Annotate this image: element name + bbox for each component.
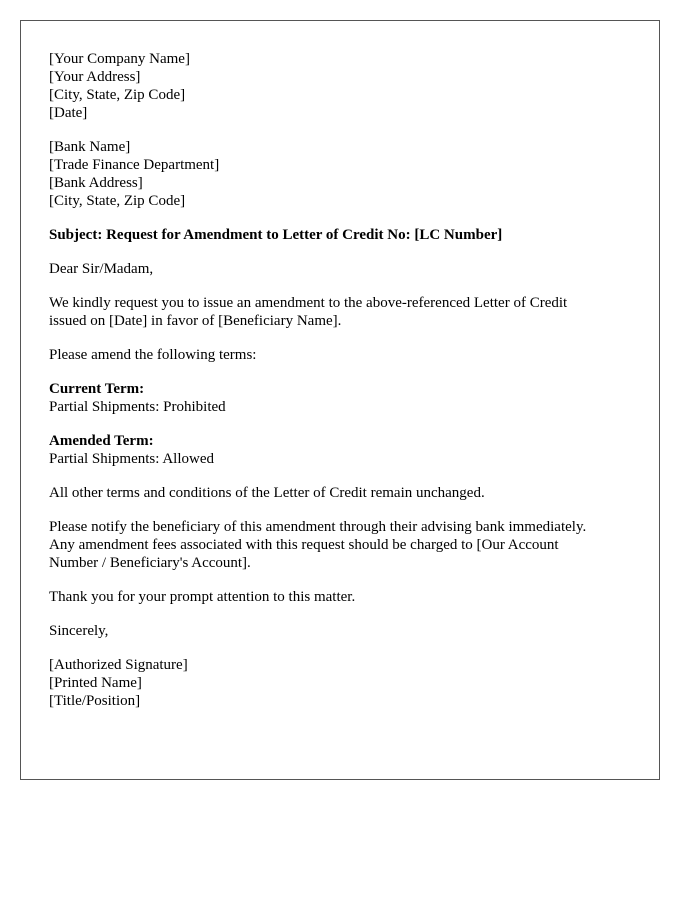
notify-paragraph	[49, 518, 631, 572]
unchanged-paragraph	[49, 484, 631, 502]
recipient-block	[49, 138, 631, 210]
closing-block	[49, 622, 631, 640]
closing-text: Sincerely,	[49, 623, 109, 639]
notify-line-2: Any amendment fees associated with this request should be charged to [Our Account	[49, 537, 559, 553]
sender-company: [Your Company Name]	[49, 51, 190, 67]
sender-city-state-zip: [City, State, Zip Code]	[49, 87, 186, 103]
current-term-block	[49, 380, 631, 416]
subject-line: Subject: Request for Amendment to Letter of Credit No: [LC Number]	[49, 227, 503, 243]
signature-title: [Title/Position]	[49, 693, 141, 709]
subject-block	[49, 226, 631, 244]
intro-line-1: We kindly request you to issue an amendment to the above-referenced Letter of Credit	[49, 295, 568, 311]
unchanged-text: All other terms and conditions of the Letter of Credit remain unchanged.	[49, 485, 485, 501]
recipient-city-state-zip: [City, State, Zip Code]	[49, 193, 186, 209]
signature-block	[49, 656, 631, 710]
thanks-paragraph	[49, 588, 631, 606]
intro-paragraph	[49, 294, 631, 330]
signature-authorized: [Authorized Signature]	[49, 657, 188, 673]
notify-line-1: Please notify the beneficiary of this amendment through their advising bank immediately.	[49, 519, 587, 535]
amended-term-block	[49, 432, 631, 468]
letter-page	[20, 20, 660, 780]
intro-line-2: issued on [Date] in favor of [Beneficiary Name].	[49, 313, 342, 329]
recipient-bank-name: [Bank Name]	[49, 139, 131, 155]
signature-printed-name: [Printed Name]	[49, 675, 142, 691]
recipient-department: [Trade Finance Department]	[49, 157, 220, 173]
salutation-block	[49, 260, 631, 278]
amended-term-value: Partial Shipments: Allowed	[49, 451, 214, 467]
sender-block	[49, 50, 631, 122]
letter-date: [Date]	[49, 105, 88, 121]
sender-address: [Your Address]	[49, 69, 141, 85]
current-term-value: Partial Shipments: Prohibited	[49, 399, 226, 415]
current-term-label: Current Term:	[49, 381, 145, 397]
notify-line-3: Number / Beneficiary's Account].	[49, 555, 251, 571]
salutation: Dear Sir/Madam,	[49, 261, 154, 277]
amend-intro-paragraph	[49, 346, 631, 364]
amended-term-label: Amended Term:	[49, 433, 154, 449]
recipient-bank-address: [Bank Address]	[49, 175, 143, 191]
amend-intro: Please amend the following terms:	[49, 347, 257, 363]
thanks-text: Thank you for your prompt attention to this matter.	[49, 589, 356, 605]
